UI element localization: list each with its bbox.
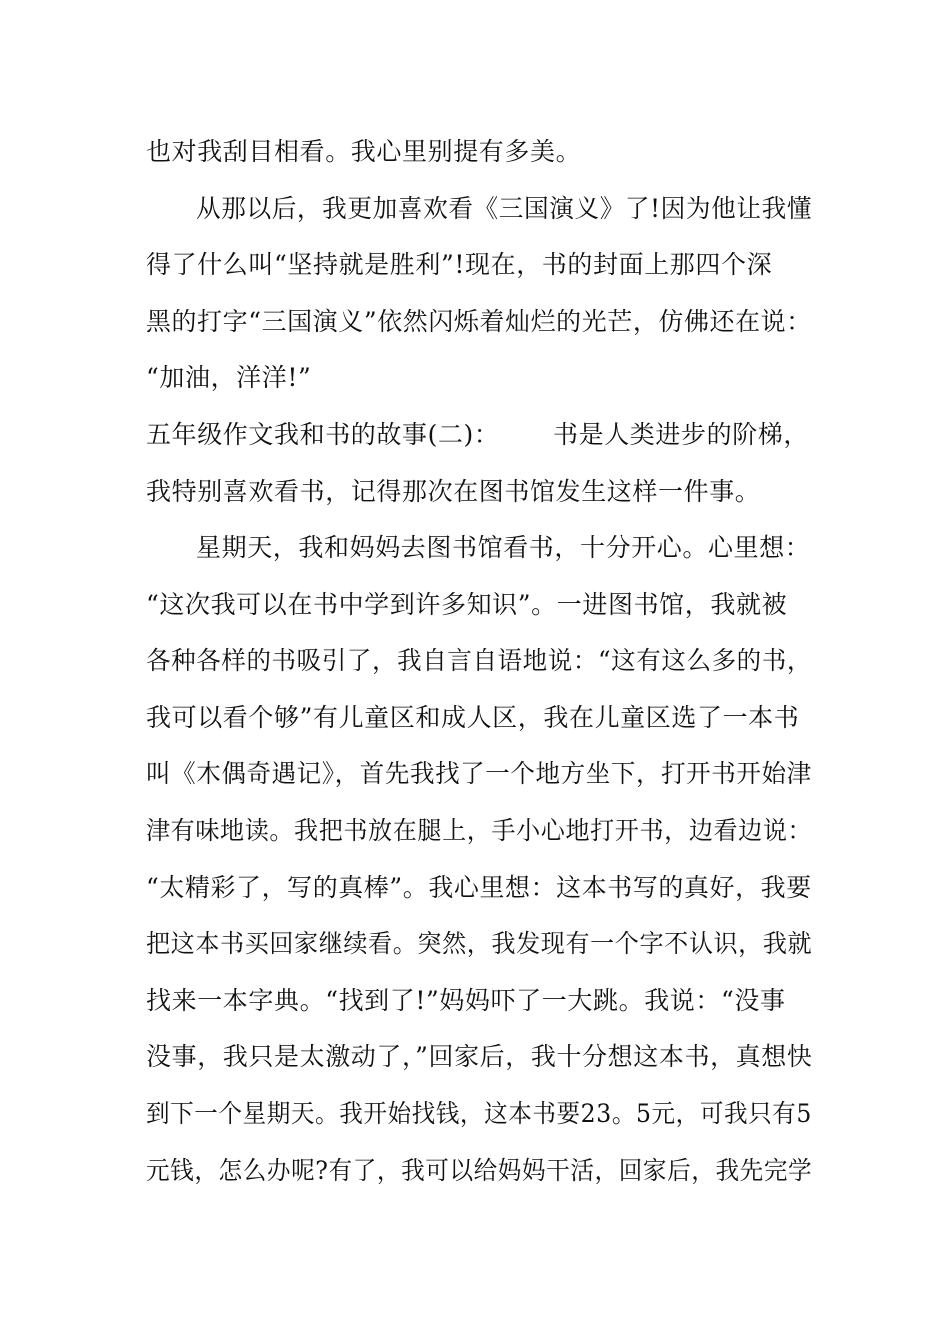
text-line: 我特别喜欢看书，记得那次在图书馆发生这样一件事。 — [146, 477, 761, 506]
text-line: “加油，洋洋!” — [146, 363, 312, 392]
text-line: “这次我可以在书中学到许多知识”。一进图书馆，我就被 — [146, 590, 788, 619]
text-line: 把这本书买回家继续看。突然，我发现有一个字不认识，我就 — [146, 929, 813, 958]
section-heading: 五年级作文我和书的故事(二)： — [146, 420, 500, 449]
text-line: 我可以看个够”有儿童区和成人区，我在儿童区选了一本书 — [146, 703, 800, 732]
text-line: 黑的打字“三国演义”依然闪烁着灿烂的光芒，仿佛还在说： — [146, 307, 812, 336]
text-line: 书是人类进步的阶梯， — [553, 420, 810, 449]
text-line: 找来一本字典。“找到了!”妈妈吓了一大跳。我说：“没事 — [146, 986, 786, 1015]
text-line: “太精彩了，写的真棒”。我心里想：这本书写的真好，我要 — [146, 873, 812, 902]
text-line: 得了什么叫“坚持就是胜利”!现在，书的封面上那四个深 — [146, 250, 773, 279]
text-line: 津有味地读。我把书放在腿上，手小心地打开书，边看边说： — [146, 816, 813, 845]
paragraph-start-line: 从那以后，我更加喜欢看《三国演义》了!因为他让我懂 — [196, 194, 813, 223]
paragraph-start-line: 星期天，我和妈妈去图书馆看书，十分开心。心里想： — [196, 533, 811, 562]
text-line: 没事，我只是太激动了，”回家后，我十分想这本书，真想快 — [146, 1042, 813, 1071]
text-line: 各种各样的书吸引了，我自言自语地说：“这有这么多的书， — [146, 646, 813, 675]
text-line: 到下一个星期天。我开始找钱，这本书要23。5元，可我只有5 — [146, 1099, 812, 1128]
text-line: 叫《木偶奇遇记》，首先我找了一个地方坐下，打开书开始津 — [146, 759, 812, 788]
text-line: 也对我刮目相看。我心里别提有多美。 — [146, 137, 582, 166]
text-line: 元钱，怎么办呢?有了，我可以给妈妈干活，回家后，我先完学 — [146, 1156, 813, 1185]
